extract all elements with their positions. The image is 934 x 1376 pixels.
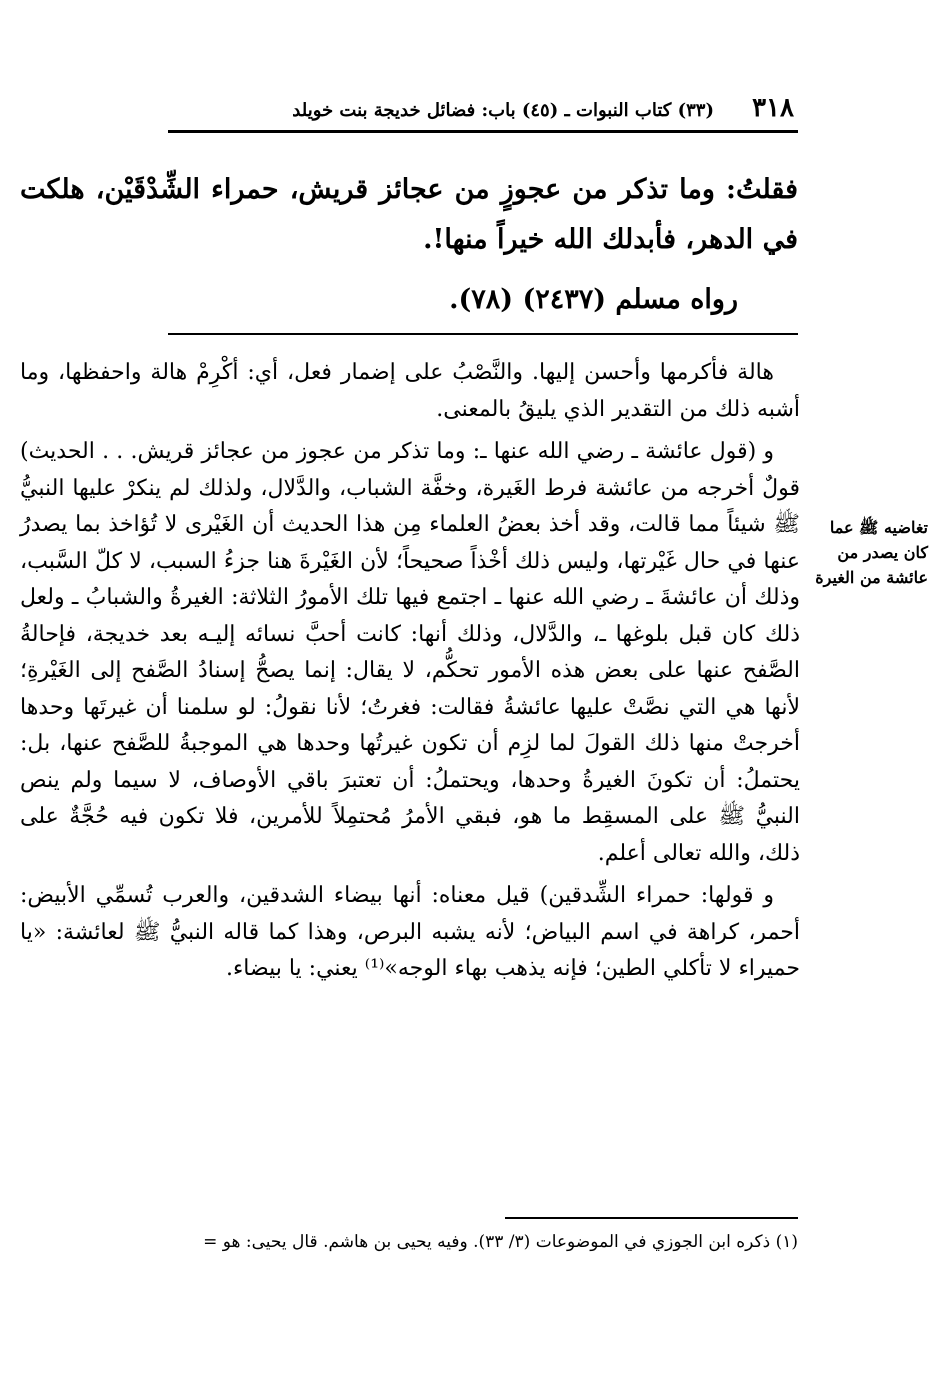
commentary-block — [20, 355, 800, 994]
page-number: ٣١٨ — [752, 93, 794, 123]
hadith-text: فقلتُ: وما تذكر من عجوزٍ من عجائز قريش، حمراء الشِّدْقَيْن، هلكت في الدهر، فأبدلك الله خيراً منها!. — [20, 174, 798, 255]
section-divider — [168, 333, 798, 335]
hadith-text-block — [20, 165, 798, 325]
hadith-reference: رواه مسلم (٢٤٣٧) (٧٨). — [449, 284, 738, 315]
header-divider — [168, 130, 798, 133]
commentary-paragraph: و قولها: حمراء الشِّدقين) قيل معناه: أنها بيضاء الشدقين، والعرب تُسمِّي الأبيض: أحمر، كراهة في اسم البياض؛ لأنه يشبه البرص، وهذا كما قاله النبيُّ ﷺ لعائشة: «يا حميراء لا تأكلي الطين؛ فإنه يذهب بهاء الوجه»⁽¹⁾ يعني: يا بيضاء. — [20, 883, 800, 981]
footnote-divider — [505, 1217, 798, 1219]
margin-note: تغاضيه ﷺ عما كان يصدر من عائشة من الغيرة — [815, 518, 928, 587]
footnote: (١) ذكره ابن الجوزي في الموضوعات (٣/ ٣٣). وفيه يحيى بن هاشم. قال يحيى: هو = — [203, 1232, 798, 1252]
commentary-paragraph: و (قول عائشة ـ رضي الله عنها ـ: وما تذكر من عجوز من عجائز قريش. . . الحديث) قولٌ أخرجه من عائشة فرط الغَيرة، وخفَّة الشباب، والدَّلال، ولذلك لم ينكرْ عليها النبيُّ ﷺ شيئاً مما قالت، وقد أخذ بعضُ العلماء مِن هذا الحديث أن الغَيْرى لا تُؤاخذ بما يصدرُ عنها في حال غَيْرتها، وليس ذلك أخْذاً صحيحاً؛ لأن الغَيْرةَ هنا جزءُ السبب، لا كلّ السَّبب، وذلك أن عائشةَ ـ رضي الله عنها ـ اجتمع فيها تلك الأمورُ الثلاثة: الغيرةُ والشبابُ ـ ولعل ذلك كان قبل بلوغها ـ، والدَّلال، وذلك أنها: كانت أحبَّ نسائه إليـه بعد خديجة، فإحالةُ الصَّفح عنها على بعض هذه الأمور تحكُّم، لا يقال: إنما يصحُّ إسنادُ الصَّفح إلى الغَيْرةِ؛ لأنها هي التي نصَّتْ عليها عائشةُ فقالت: فغرتُ؛ لأنا نقولُ: لو سلمنا أن غيرتَها وحدها أخرجتْ منها ذلك القولَ لما لزِم أن تكون غيرتُها وحدها هي الموجبةُ للصَّفح عنها، بل: يحتملُ: أن تكونَ الغيرةُ وحدها، ويحتملُ: أن تعتبرَ باقي الأوصاف، لا سيما ولم ينص النبيُّ ﷺ على المسقِط ما هو، فبقي الأمرُ مُحتمِلاً للأمرين، فلا تكون فيه حُجَّةٌ على ذلك، والله تعالى أعلم. — [20, 439, 800, 866]
commentary-paragraph: هالة فأكرمها وأحسن إليها. والنَّصْبُ على إضمار فعل، أي: أكْرِمْ هالة واحفظها، وما أشبه ذلك من التقدير الذي يليقُ بالمعنى. — [20, 360, 800, 422]
running-head: (٣٣) كتاب النبوات ـ (٤٥) باب: فضائل خديجة بنت خويلد — [292, 100, 714, 121]
